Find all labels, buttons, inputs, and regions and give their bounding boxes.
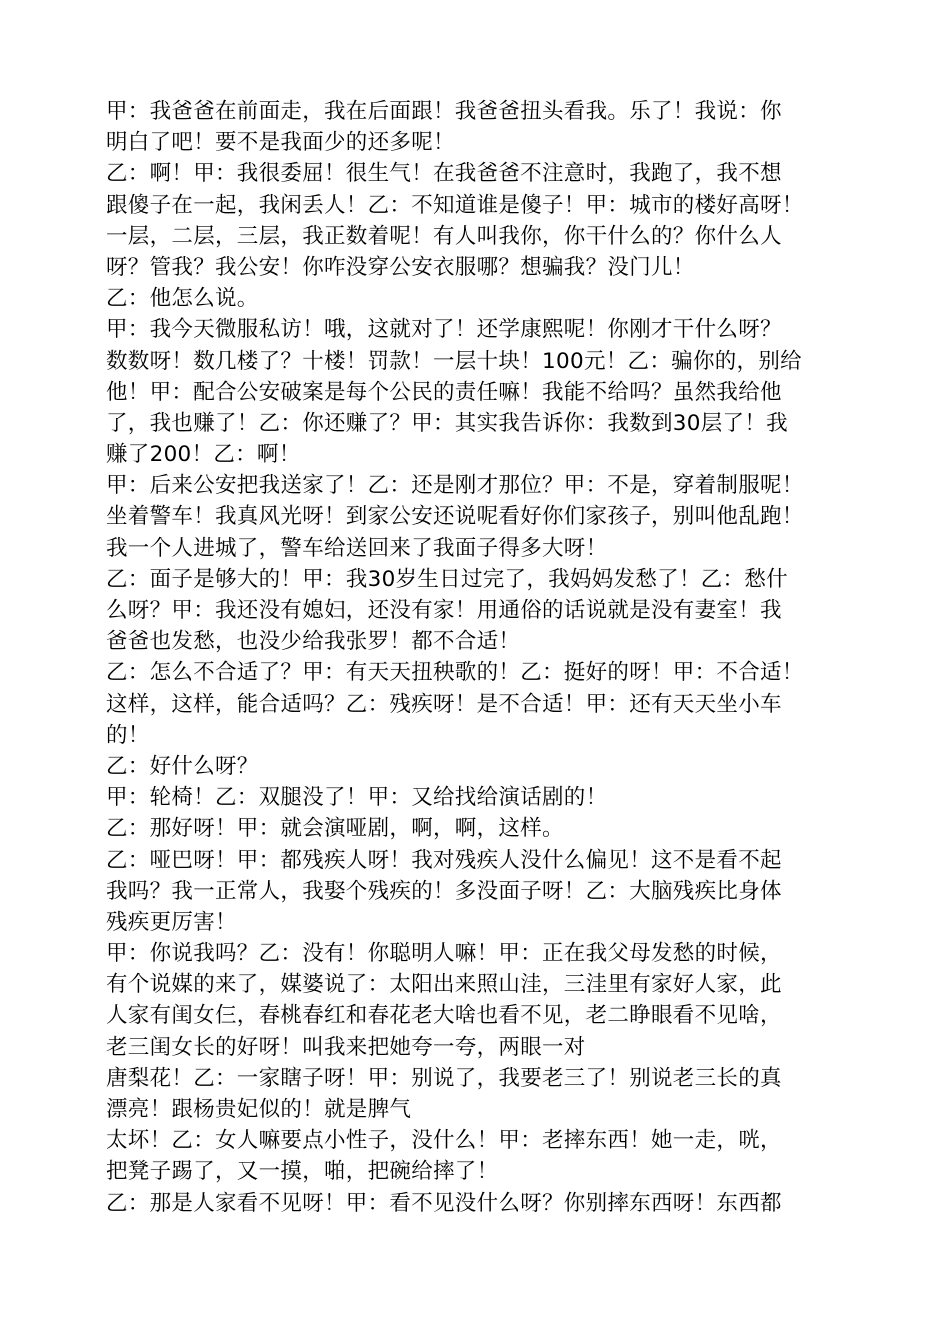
dialogue-text [106,96,844,1219]
text-line: 人家有闺女仨，春桃春红和春花老大啥也看不见，老二睁眼看不见啥， [106,1003,782,1029]
text-line: 乙：他怎么说。 [106,286,259,312]
text-line: 我一个人进城了，警车给送回来了我面子得多大呀！ [106,535,608,561]
text-line: 有个说媒的来了，媒婆说了：太阳出来照山洼，三洼里有家好人家，此 [106,972,782,998]
text-line: 乙：哑巴呀！甲：都残疾人呀！我对残疾人没什么偏见！这不是看不起 [106,847,782,873]
text-line: 的！ [106,722,150,748]
text-line: 乙：啊！甲：我很委屈！很生气！在我爸爸不注意时，我跑了，我不想 [106,161,782,187]
text-line: 乙：好什么呀？ [106,753,259,779]
text-line: 坐着警车！我真风光呀！到家公安还说呢看好你们家孩子，别叫他乱跑！ [106,504,804,530]
text-line: 老三闺女长的好呀！叫我来把她夸一夸，两眼一对 [106,1034,586,1060]
text-line: 乙：那好呀！甲：就会演哑剧，啊，啊，这样。 [106,816,564,842]
text-line: 我吗？我一正常人，我娶个残疾的！多没面子呀！乙：大脑残疾比身体 [106,878,782,904]
text-line: 赚了200！乙：啊！ [106,442,301,468]
text-line: 甲：你说我吗？乙：没有！你聪明人嘛！甲：正在我父母发愁的时候， [106,941,782,967]
text-line: 了，我也赚了！乙：你还赚了？甲：其实我告诉你：我数到30层了！我 [106,410,788,436]
text-line: 呀？管我？我公安！你咋没穿公安衣服哪？想骗我？没门儿！ [106,254,695,280]
text-line: 甲：轮椅！乙：双腿没了！甲：又给找给演话剧的！ [106,785,608,811]
text-line: 甲：后来公安把我送家了！乙：还是刚才那位？甲：不是，穿着制服呢！ [106,473,804,499]
text-line: 乙：怎么不合适了？甲：有天天扭秧歌的！乙：挺好的呀！甲：不合适！ [106,660,804,686]
text-line: 乙：面子是够大的！甲：我30岁生日过完了，我妈妈发愁了！乙：愁什 [106,566,788,592]
text-line: 乙：那是人家看不见呀！甲：看不见没什么呀？你别摔东西呀！东西都 [106,1190,782,1216]
text-line: 漂亮！跟杨贵妃似的！就是脾气 [106,1097,412,1122]
text-line: 跟傻子在一起，我闲丢人！乙：不知道谁是傻子！甲：城市的楼好高呀！ [106,192,804,218]
text-line: 残疾更厉害！ [106,909,237,935]
text-line: 这样，这样，能合适吗？乙：残疾呀！是不合适！甲：还有天天坐小车 [106,691,782,717]
text-line: 数数呀！数几楼了？十楼！罚款！一层十块！100元！乙：骗你的，别给 [106,348,802,374]
text-line: 甲：我爸爸在前面走，我在后面跟！我爸爸扭头看我。乐了！我说：你 [106,99,782,124]
text-line: 一层，二层，三层，我正数着呢！有人叫我你，你干什么的？你什么人 [106,223,782,249]
text-line: 么呀？甲：我还没有媳妇，还没有家！用通俗的话说就是没有妻室！我 [106,598,782,623]
text-line: 甲：我今天微服私访！哦，这就对了！还学康熙呢！你刚才干什么呀？ [106,317,782,343]
text-line: 唐梨花！乙：一家瞎子呀！甲：别说了，我要老三了！别说老三长的真 [106,1065,782,1091]
text-line: 明白了吧！要不是我面少的还多呢！ [106,130,455,156]
text-line: 爸爸也发愁，也没少给我张罗！都不合适！ [106,629,521,655]
text-line: 把凳子踢了，又一摸，啪，把碗给摔了！ [106,1159,499,1185]
text-line: 太坏！乙：女人嘛要点小性子，没什么！甲：老摔东西！她一走，咣， [106,1128,782,1154]
text-line: 他！甲：配合公安破案是每个公民的责任嘛！我能不给吗？虽然我给他 [106,379,782,405]
